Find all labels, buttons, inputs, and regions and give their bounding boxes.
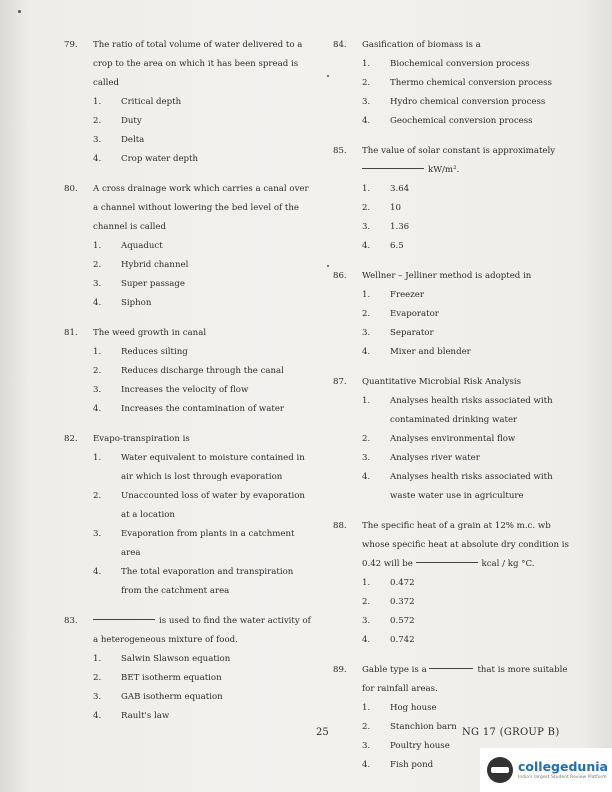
option: 3. Super passage [93, 279, 186, 289]
option: 2. Reduces discharge through the canal [93, 366, 284, 376]
answer-blank [429, 668, 473, 669]
option: 4. Geochemical conversion process [362, 116, 533, 126]
question: 85. The value of solar constant is approximately kW/m². 1. 3.64 2. 10 3. 1.36 4. 6.5 [333, 142, 577, 256]
option: 3. GAB isotherm equation [93, 692, 223, 702]
option: 2. Unaccounted loss of water by evaporation at a location [93, 491, 305, 520]
question: 79. The ratio of total volume of water delivered to a crop to the area on which it has been spread is called 1. Critical depth 2. Duty 3. Delta 4. Crop water depth [64, 36, 316, 169]
page-number: 25 [316, 727, 329, 738]
ink-speck [18, 10, 21, 13]
option: 3. Delta [93, 135, 145, 145]
answer-blank [93, 619, 155, 620]
option: 2. BET isotherm equation [93, 673, 222, 683]
question: 82. Evapo-transpiration is 1. Water equivalent to moisture contained in air which is lost through evaporation 2. Unaccounted loss of water by evaporation at a location 3. Evaporation from plants in a catchment area 4. The total evaporation and transpiration from the catchment area [64, 430, 316, 601]
option: 1. Analyses health risks associated with contaminated drinking water [362, 396, 553, 425]
option: 1. Critical depth [93, 97, 182, 107]
option: 1. Hog house [362, 703, 437, 713]
option: 2. Stanchion barn [362, 722, 457, 732]
watermark-logo [480, 748, 612, 792]
option: 2. Analyses environmental flow [362, 434, 516, 444]
answer-blank [362, 168, 424, 169]
logo-name: collegedunia [518, 758, 608, 774]
option: 4. Mixer and blender [362, 347, 471, 357]
question: 88. The specific heat of a grain at 12% m.c. wb whose specific heat at absolute dry condition is 0.42 will be kcal / kg °C. 1. 0.472 2. 0.372 3. 0.572 4. 0.742 [333, 517, 577, 650]
option: 4. The total evaporation and transpiration from the catchment area [93, 567, 294, 596]
option: 1. Water equivalent to moisture contained in air which is lost through evaporation [93, 453, 305, 482]
option: 2. 0.372 [362, 597, 415, 607]
question: 84. Gasification of biomass is a 1. Biochemical conversion process 2. Thermo chemical conversion process 3. Hydro chemical conversion process 4. Geochemical conversion process [333, 36, 577, 131]
option: 3. 1.36 [362, 222, 410, 232]
answer-blank [416, 562, 478, 563]
option: 3. Increases the velocity of flow [93, 385, 249, 395]
option: 1. Aquaduct [93, 241, 163, 251]
option: 3. Poultry house [362, 741, 450, 751]
option: 4. Increases the contamination of water [93, 404, 285, 414]
option: 3. Evaporation from plants in a catchment area [93, 529, 295, 558]
question: 87. Quantitative Microbial Risk Analysis 1. Analyses health risks associated with contaminated drinking water 2. Analyses environmental flow 3. Analyses river water 4. Analyses health risks associated with waste water use in agriculture [333, 373, 577, 506]
option: 1. Biochemical conversion process [362, 59, 530, 69]
option: 3. Analyses river water [362, 453, 480, 463]
option: 4. Analyses health risks associated with waste water use in agriculture [362, 472, 553, 501]
option: 2. Duty [93, 116, 142, 126]
option: 2. 10 [362, 203, 401, 213]
ink-speck [327, 75, 329, 77]
question: 86. Wellner – Jelliner method is adopted in 1. Freezer 2. Evaporator 3. Separator 4. Mixer and blender [333, 267, 577, 362]
option: 2. Hybrid channel [93, 260, 189, 270]
question: 81. The weed growth in canal 1. Reduces silting 2. Reduces discharge through the canal 3. Increases the velocity of flow 4. Increases the contamination of water [64, 324, 316, 419]
option: 1. 0.472 [362, 578, 415, 588]
option: 4. Rault's law [93, 711, 170, 721]
option: 2. Thermo chemical conversion process [362, 78, 552, 88]
option: 4. 6.5 [362, 241, 404, 251]
mascot-icon [487, 757, 513, 783]
option: 3. Hydro chemical conversion process [362, 97, 546, 107]
logo-tagline: India's largest Student Review Platform [518, 774, 607, 780]
option: 2. Evaporator [362, 309, 439, 319]
option: 3. 0.572 [362, 616, 415, 626]
ink-speck [327, 265, 329, 267]
option: 4. Siphon [93, 298, 152, 308]
question: 83. is used to find the water activity of a heterogeneous mixture of food. 1. Salwin Slawson equation 2. BET isotherm equation 3. GAB isotherm equation 4. Rault's law [64, 612, 316, 726]
right-column [333, 36, 577, 786]
option: 1. Salwin Slawson equation [93, 654, 231, 664]
option: 3. Separator [362, 328, 434, 338]
paper-code: NG 17 (GROUP B) [462, 727, 560, 738]
option: 4. Crop water depth [93, 154, 199, 164]
question: 80. A cross drainage work which carries a canal over a channel without lowering the bed level of the channel is called 1. Aquaduct 2. Hybrid channel 3. Super passage 4. Siphon [64, 180, 316, 313]
option: 1. Freezer [362, 290, 424, 300]
option: 4. Fish pond [362, 760, 434, 770]
option: 1. Reduces silting [93, 347, 188, 357]
question: 89. Gable type is a that is more suitable for rainfall areas. 1. Hog house 2. Stanchion barn 3. Poultry house 4. Fish pond [333, 661, 577, 775]
option: 4. 0.742 [362, 635, 415, 645]
left-column [64, 36, 316, 737]
option: 1. 3.64 [362, 184, 410, 194]
